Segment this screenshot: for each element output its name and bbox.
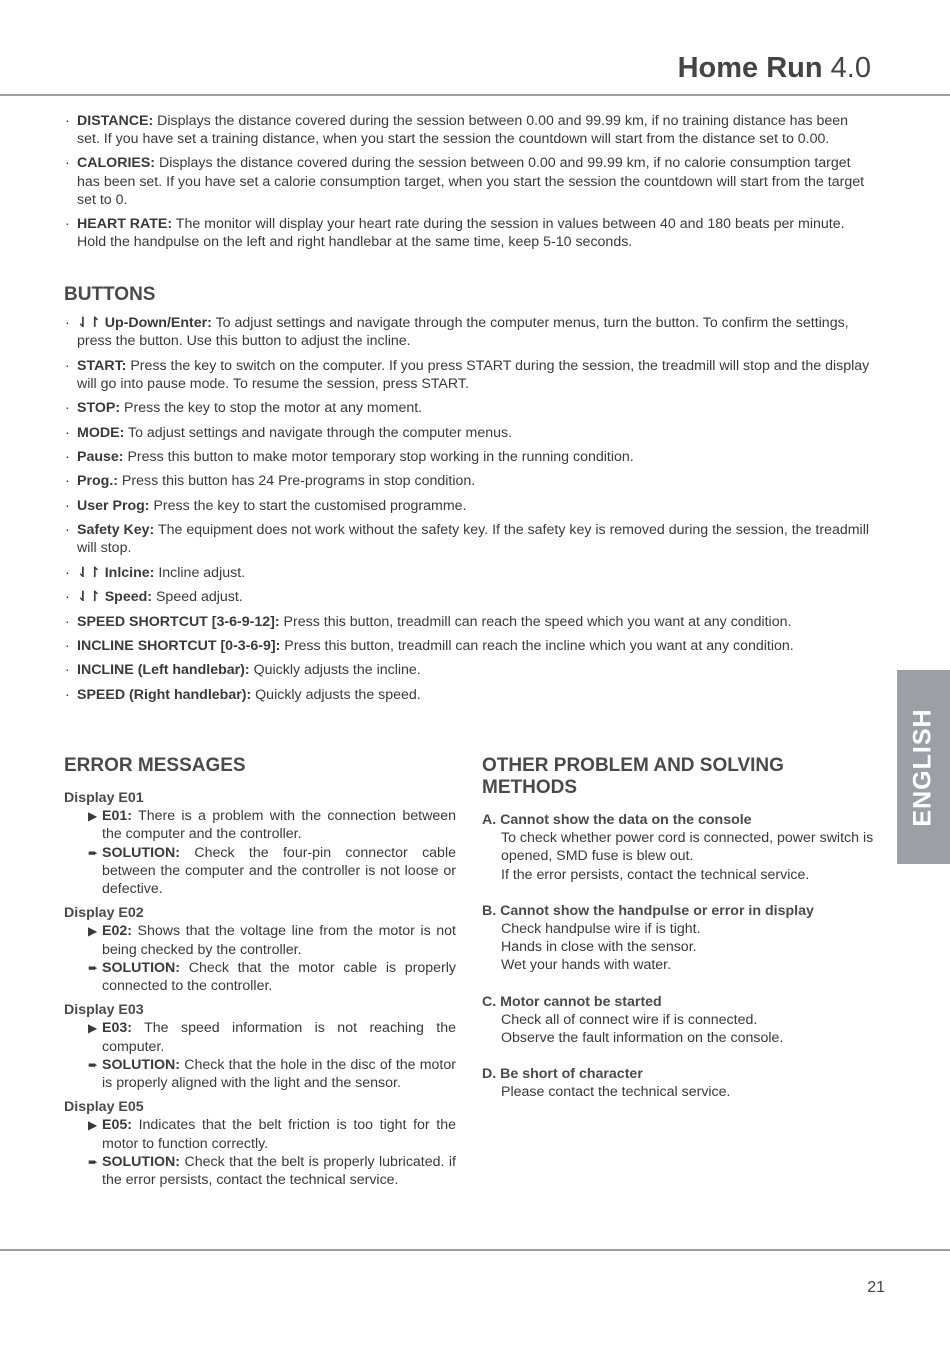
problem-line: Check handpulse wire if is tight. [501, 921, 701, 938]
bullet-text: Quickly adjusts the speed. [251, 686, 421, 703]
bullet-dot: · [65, 113, 70, 129]
bullet-item [62, 564, 874, 582]
bullet-text: Press this button, treadmill can reach the speed which you want at any condition. [279, 613, 792, 630]
problem-title: D. Be short of character [482, 1066, 643, 1083]
bullet-label: ⇃↾ Inlcine: [77, 564, 155, 581]
errors-list [64, 789, 456, 1189]
language-tab [897, 670, 950, 864]
other-problems-section [482, 755, 877, 1120]
bullet-dot: · [65, 589, 70, 606]
error-code: E05: [102, 1117, 132, 1134]
bullet-dot: · [65, 497, 70, 514]
bullet-label: INCLINE (Left handlebar): [77, 662, 250, 679]
bullet-text: Incline adjust. [154, 564, 246, 581]
error-code: E02: [102, 923, 132, 940]
bullet-text: Displays the distance covered during the session between 0.00 and 99.99 km, if no calorie consumption target has been set. If you have set a calorie consumption target, when you start the session the countdown will start from the target set to 0. [77, 155, 865, 208]
error-block [64, 1098, 456, 1189]
bullet-item [62, 314, 874, 350]
bullet-label: SPEED SHORTCUT [3-6-9-12]: [77, 613, 280, 630]
problem-line: Wet your hands with water. [501, 957, 672, 974]
error-solution [64, 1056, 456, 1092]
problem-line: Hands in close with the sensor. [501, 939, 697, 956]
bullet-item [62, 661, 874, 679]
bullet-text: Press this button to make motor temporary stop working in the running condition. [123, 448, 634, 465]
problem-title: A. Cannot show the data on the console [482, 812, 752, 828]
footer-divider [0, 1249, 950, 1251]
bullet-item [62, 497, 874, 515]
triangle-right-icon: ▶ [88, 809, 98, 824]
problem-block [482, 1065, 877, 1101]
error-description [64, 922, 456, 958]
bullet-label: Pause: [77, 448, 124, 465]
triangle-right-icon: ▶ [88, 1021, 98, 1036]
display-items-list [62, 112, 874, 257]
bullet-label: MODE: [77, 424, 125, 441]
header-divider [0, 94, 950, 96]
bullet-label: User Prog: [77, 497, 150, 514]
solution-label: SOLUTION: [102, 959, 181, 976]
problem-line: Please contact the technical service. [501, 1084, 731, 1101]
bullet-dot: · [65, 522, 70, 539]
bullet-item [62, 448, 874, 466]
bullet-item [62, 112, 874, 148]
bullet-text: To adjust settings and navigate through the computer menus, turn the button. To confirm the settings, press the button. Use this button to adjust the incline. [77, 315, 849, 350]
bullet-dot: · [65, 357, 70, 374]
bullet-dot: · [65, 662, 70, 679]
solution-text: Check the four-pin connector cable between the computer and the controller is not loose or defective. [102, 844, 456, 898]
solution-text: Check that the hole in the disc of the motor is properly aligned with the light and the sensor. [102, 1056, 456, 1092]
bullet-text: Displays the distance covered during the session between 0.00 and 99.99 km, if no training distance has been set. If you have set a training distance, when you start the session the countdown will start from the distance set to 0.00. [77, 113, 849, 148]
error-solution [64, 1153, 456, 1189]
bullet-text: To adjust settings and navigate through the computer menus. [124, 424, 513, 441]
bullet-text: Press the key to start the customised programme. [149, 497, 467, 514]
bullet-text: Press this button has 24 Pre-programs in stop condition. [117, 473, 476, 490]
error-display-title: Display E02 [64, 905, 144, 922]
buttons-list [62, 314, 874, 710]
problem-line: Check all of connect wire if is connected. [501, 1011, 758, 1028]
problem-line: To check whether power cord is connected, power switch is opened, SMD fuse is blew out. [501, 830, 874, 865]
error-block [64, 1001, 456, 1092]
title-brand: Home Run [677, 52, 823, 84]
bullet-text: Speed adjust. [152, 589, 243, 606]
bullet-dot: · [65, 473, 70, 490]
solution-label: SOLUTION: [102, 844, 181, 861]
bullet-text: The equipment does not work without the safety key. If the safety key is removed during the session, the treadmill will stop. [77, 522, 870, 557]
problem-title: B. Cannot show the handpulse or error in display [482, 902, 814, 919]
bullet-label: ⇃↾ Up-Down/Enter: [77, 315, 212, 331]
bullet-label: SPEED (Right handlebar): [77, 686, 252, 703]
error-code: E01: [102, 808, 132, 825]
pointing-arrow-icon: ➨ [88, 845, 99, 860]
bullet-item [62, 399, 874, 417]
solution-label: SOLUTION: [102, 1056, 181, 1073]
bullet-item [62, 521, 874, 557]
bullet-dot: · [65, 315, 70, 331]
language-tab-label: ENGLISH [909, 707, 937, 827]
error-block [64, 789, 456, 898]
error-description [64, 807, 456, 843]
bullet-item [62, 686, 874, 704]
bullet-text: The monitor will display your heart rate during the session in values between 40 and 180 beats per minute. Hold the handpulse on the left and right handlebar at the same time, keep 5-10 seconds. [77, 216, 845, 251]
problem-block [482, 811, 877, 884]
bullet-label: STOP: [77, 400, 121, 417]
error-messages-section [64, 755, 456, 1195]
pointing-arrow-icon: ➨ [88, 1154, 99, 1169]
bullet-label: Safety Key: [77, 522, 155, 539]
bullet-dot: · [65, 400, 70, 417]
bullet-text: Quickly adjusts the incline. [249, 662, 421, 679]
bullet-label: CALORIES: [77, 155, 156, 172]
error-desc-text: The speed information is not reaching the computer. [102, 1020, 456, 1055]
bullet-text: Press the key to stop the motor at any moment. [120, 400, 423, 417]
bullet-item [62, 357, 874, 393]
bullet-item [62, 637, 874, 655]
error-solution [64, 844, 456, 899]
bullet-dot: · [65, 448, 70, 465]
page-number: 21 [867, 1279, 885, 1296]
error-desc-text: There is a problem with the connection between the computer and the controller. [102, 808, 456, 843]
error-code: E03: [102, 1020, 132, 1037]
error-desc-text: Indicates that the belt friction is too tight for the motor to function correctly. [102, 1117, 456, 1152]
problem-line: Observe the fault information on the console. [501, 1030, 784, 1047]
error-display-title: Display E05 [64, 1099, 144, 1116]
error-desc-text: Shows that the voltage line from the motor is not being checked by the controller. [102, 923, 456, 958]
problem-block [482, 902, 877, 975]
bullet-label: DISTANCE: [77, 113, 154, 129]
bullet-label: START: [77, 357, 127, 374]
bullet-label: Prog.: [77, 473, 118, 490]
problems-list [482, 811, 877, 1102]
bullet-label: ⇃↾ Speed: [77, 589, 153, 606]
triangle-right-icon: ▶ [88, 1118, 98, 1133]
error-description [64, 1116, 456, 1152]
page-title [678, 52, 871, 85]
error-block [64, 904, 456, 995]
bullet-item [62, 154, 874, 209]
bullet-dot: · [65, 637, 70, 654]
error-solution [64, 959, 456, 995]
bullet-dot: · [65, 613, 70, 630]
bullet-text: Press the key to switch on the computer. If you press START during the session, the treadmill will stop and the display will go into pause mode. To resume the session, press START. [77, 357, 870, 392]
pointing-arrow-icon: ➨ [88, 960, 99, 975]
problem-block [482, 993, 877, 1048]
solution-label: SOLUTION: [102, 1153, 181, 1170]
bullet-item [62, 588, 874, 606]
error-display-title: Display E03 [64, 1002, 144, 1019]
triangle-right-icon: ▶ [88, 924, 98, 939]
bullet-dot: · [65, 216, 70, 233]
bullet-item [62, 472, 874, 490]
bullet-text: Press this button, treadmill can reach the incline which you want at any condition. [280, 637, 794, 654]
problem-line: If the error persists, contact the technical service. [501, 866, 810, 883]
bullet-item [62, 613, 874, 631]
pointing-arrow-icon: ➨ [88, 1057, 99, 1072]
error-display-title: Display E01 [64, 790, 144, 806]
bullet-dot: · [65, 686, 70, 703]
solution-text: Check that the motor cable is properly connected to the controller. [102, 959, 456, 995]
bullet-dot: · [65, 564, 70, 581]
bullet-item [62, 424, 874, 442]
solution-text: Check that the belt is properly lubricated. if the error persists, contact the technical service. [102, 1153, 456, 1189]
other-problems-heading: OTHER PROBLEM AND SOLVING METHODS [482, 755, 784, 798]
bullet-dot: · [65, 424, 70, 441]
title-version: 4.0 [830, 52, 871, 84]
bullet-dot: · [65, 155, 70, 172]
bullet-item [62, 215, 874, 251]
error-description [64, 1019, 456, 1055]
buttons-heading: BUTTONS [64, 284, 156, 305]
bullet-label: INCLINE SHORTCUT [0-3-6-9]: [77, 637, 281, 654]
error-messages-heading: ERROR MESSAGES [64, 755, 246, 776]
problem-title: C. Motor cannot be started [482, 993, 662, 1010]
bullet-label: HEART RATE: [77, 216, 173, 233]
